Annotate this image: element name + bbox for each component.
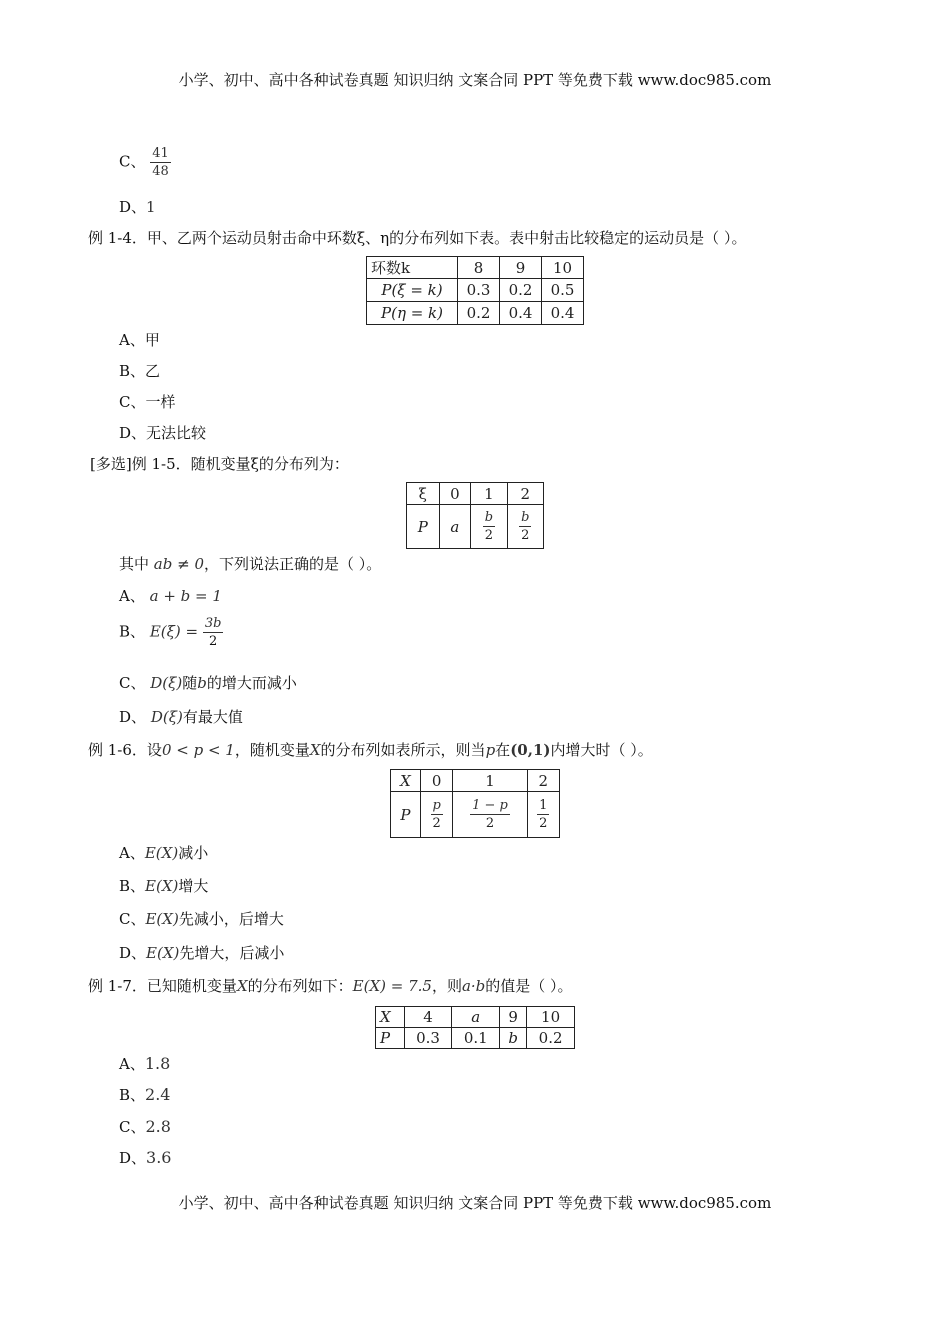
question-1-5-note	[119, 553, 381, 574]
math: ab ≠ 0	[153, 555, 204, 573]
option-label: D、	[119, 944, 147, 962]
table-cell: 0.2	[500, 279, 542, 302]
text: 有最大值	[182, 708, 243, 726]
table-cell: 0.3	[458, 279, 500, 302]
numerator: 3b	[204, 616, 222, 631]
math: (0,1)	[510, 741, 551, 759]
math: X	[236, 977, 248, 995]
math: E(X) = 7.5	[352, 977, 432, 995]
math: E(X)	[144, 844, 179, 862]
table-cell: b	[500, 1028, 527, 1049]
option-c-prev	[119, 146, 171, 179]
table-cell: a	[439, 505, 471, 549]
table-cell: 9	[500, 1007, 527, 1028]
table-cell: a	[452, 1007, 500, 1028]
table-cell: 0.3	[404, 1028, 452, 1049]
text: 内增大时（ ）。	[550, 741, 653, 759]
distribution-table-1-4	[366, 256, 584, 325]
numerator: 41	[152, 146, 169, 161]
table-cell	[527, 792, 559, 838]
option-c	[119, 672, 297, 693]
table-cell: P	[376, 1028, 405, 1049]
numerator: b	[484, 510, 494, 525]
text: 例 1-6．设	[88, 741, 162, 759]
denominator: 2	[539, 816, 548, 831]
option-b: B、乙	[119, 362, 161, 380]
table-cell: ξ	[407, 483, 440, 505]
table-cell: 4	[404, 1007, 452, 1028]
table-cell	[453, 792, 527, 838]
table-cell: 0.2	[527, 1028, 575, 1049]
math: E(X)	[145, 910, 179, 928]
option-d	[119, 706, 243, 727]
table-cell: X	[376, 1007, 405, 1028]
distribution-table-1-6	[390, 769, 560, 838]
text: 的值是（ ）。	[485, 977, 573, 995]
option-text: 增大	[178, 877, 209, 895]
option-d: D、无法比较	[119, 424, 207, 442]
table-cell	[471, 505, 507, 549]
table-cell: 8	[458, 257, 500, 279]
page-header: 小学、初中、高中各种试卷真题 知识归纳 文案合同 PPT 等免费下载 www.doc985.com	[178, 71, 772, 89]
numerator: 1	[539, 798, 548, 813]
option-label: B、	[119, 622, 146, 641]
table-cell: 0.1	[452, 1028, 500, 1049]
fraction	[431, 798, 443, 831]
math: D(ξ)	[150, 674, 183, 692]
math: p	[485, 741, 496, 759]
option-d	[119, 942, 284, 963]
table-cell: P(η = k)	[367, 302, 458, 325]
option-label: C、	[119, 152, 146, 171]
option-label: B、	[119, 1086, 146, 1104]
option-label: C、	[119, 674, 146, 692]
table-cell: 环数k	[367, 257, 458, 279]
text: ，下列说法正确的是（ ）。	[204, 555, 382, 573]
option-label: A、	[119, 587, 145, 605]
math: E(ξ) =	[149, 622, 199, 641]
text: 在	[495, 741, 511, 759]
text: 例 1-7．已知随机变量	[88, 977, 237, 995]
option-label: D、	[119, 708, 147, 726]
page-footer: 小学、初中、高中各种试卷真题 知识归纳 文案合同 PPT 等免费下载 www.doc985.com	[178, 1194, 772, 1212]
fraction	[150, 146, 171, 179]
option-value: 1	[146, 198, 156, 216]
table-cell: 0.4	[500, 302, 542, 325]
denominator: 2	[521, 528, 530, 543]
denominator: 2	[209, 634, 218, 649]
option-label: B、	[119, 877, 146, 895]
math: X	[309, 741, 321, 759]
option-d	[119, 1147, 171, 1168]
fraction	[519, 510, 531, 543]
text: 的分布列如表所示，则当	[320, 741, 486, 759]
question-1-6	[88, 739, 653, 760]
numerator: b	[521, 510, 530, 525]
math: a·b	[461, 977, 486, 995]
option-label: D、	[119, 1149, 147, 1167]
table-cell: 0.2	[458, 302, 500, 325]
option-value: 2.4	[145, 1085, 171, 1104]
math: D(ξ)	[150, 708, 183, 726]
option-text: 先增大，后减小	[179, 944, 285, 962]
numerator: p	[432, 798, 441, 813]
fraction	[203, 616, 224, 649]
option-label: C、	[119, 1118, 146, 1136]
option-text: 先减小，后增大	[178, 910, 284, 928]
table-cell: P	[391, 792, 421, 838]
table-cell	[420, 792, 452, 838]
option-text: 减小	[178, 844, 209, 862]
distribution-table-1-7	[375, 1006, 575, 1049]
table-cell: 0	[420, 770, 452, 792]
fraction	[470, 798, 510, 831]
option-a	[119, 842, 208, 863]
table-cell: 2	[507, 483, 543, 505]
table-cell: P	[407, 505, 440, 549]
table-cell: 0.4	[542, 302, 584, 325]
option-label: D、	[119, 198, 147, 216]
option-label: C、	[119, 910, 146, 928]
option-b	[119, 875, 208, 896]
text: 随	[182, 674, 198, 692]
option-c: C、一样	[119, 393, 176, 411]
denominator: 2	[484, 528, 494, 543]
option-a	[119, 585, 222, 606]
table-cell: 1	[453, 770, 527, 792]
table-cell: 9	[500, 257, 542, 279]
option-a	[119, 1053, 170, 1074]
denominator: 2	[432, 816, 441, 831]
denominator: 2	[485, 816, 495, 831]
option-d-prev	[119, 196, 156, 217]
denominator: 48	[152, 164, 169, 179]
option-a: A、甲	[119, 331, 160, 349]
question-1-7	[88, 975, 573, 996]
option-value: 1.8	[144, 1054, 171, 1073]
text: ，随机变量	[234, 741, 310, 759]
math: 0 < p < 1	[161, 741, 235, 759]
table-cell: 0	[439, 483, 471, 505]
table-cell: 2	[527, 770, 559, 792]
option-c	[119, 908, 284, 929]
numerator: 1 − p	[472, 798, 508, 813]
text: 的增大而减小	[206, 674, 297, 692]
option-value: 3.6	[146, 1148, 172, 1167]
math: E(X)	[146, 944, 180, 962]
text: 的分布列如下：	[247, 977, 353, 995]
table-cell: X	[391, 770, 421, 792]
math: a + b = 1	[149, 587, 222, 605]
question-1-4: 例 1-4．甲、乙两个运动员射击命中环数ξ、η的分布列如下表。表中射击比较稳定的运动员是（ ）。	[88, 229, 747, 247]
math: b	[197, 674, 207, 692]
table-cell: P(ξ = k)	[367, 279, 458, 302]
table-cell: 1	[471, 483, 507, 505]
option-value: 2.8	[145, 1117, 171, 1136]
option-c	[119, 1116, 171, 1137]
option-b	[119, 616, 223, 649]
question-1-5: [多选]例 1-5．随机变量ξ的分布列为：	[90, 455, 349, 473]
option-label: A、	[119, 844, 145, 862]
math: E(X)	[145, 877, 179, 895]
fraction	[537, 798, 549, 831]
fraction	[483, 510, 495, 543]
table-cell: 0.5	[542, 279, 584, 302]
text: ，则	[431, 977, 462, 995]
option-label: A、	[119, 1055, 145, 1073]
text: 其中	[119, 555, 150, 573]
table-cell	[507, 505, 543, 549]
table-cell: 10	[542, 257, 584, 279]
distribution-table-1-5	[406, 482, 544, 549]
option-b	[119, 1084, 170, 1105]
table-cell: 10	[527, 1007, 575, 1028]
